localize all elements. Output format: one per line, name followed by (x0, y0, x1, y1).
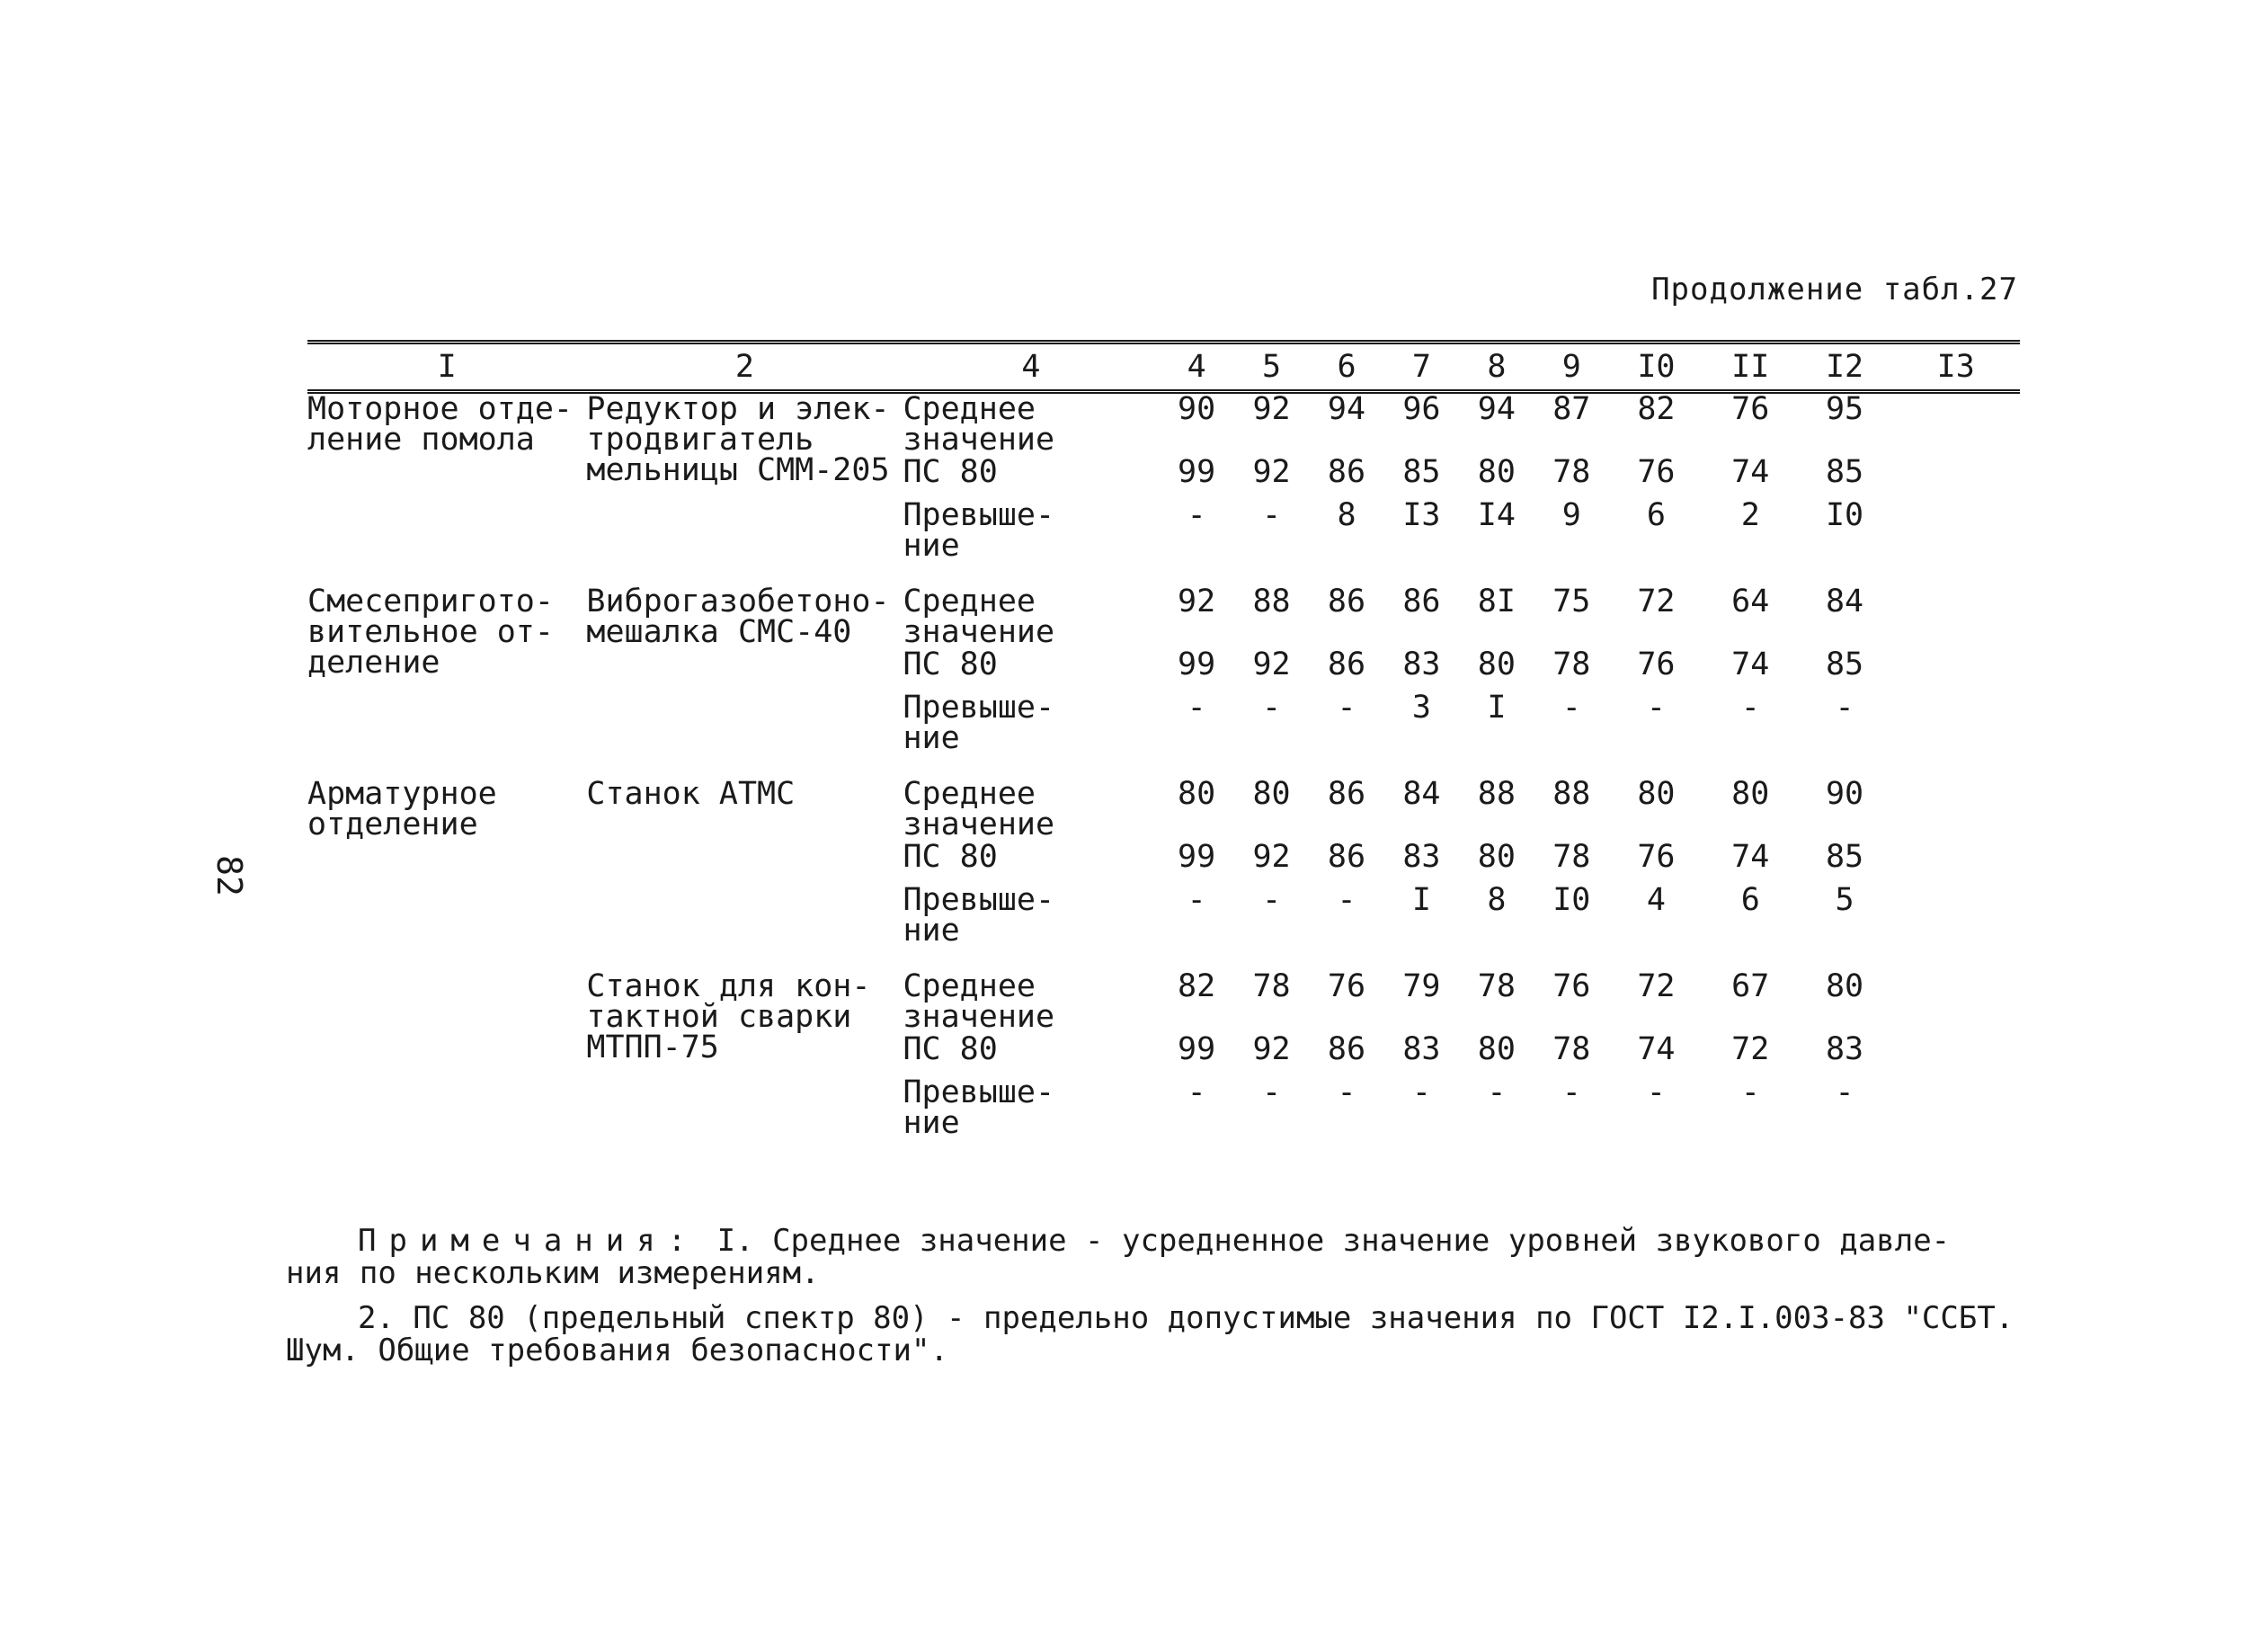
value-cell (1891, 885, 2020, 971)
value-cell: - (1740, 690, 1760, 726)
value-cell: 99 (1178, 646, 1216, 682)
value-cell: - (1835, 690, 1854, 726)
parameter-cell: Среднее значение (903, 776, 1055, 842)
value-cell: 90 (1178, 391, 1216, 427)
value-cell: 9 (1561, 497, 1581, 533)
department-cell: Моторное отде- ление помола (307, 391, 574, 458)
parameter-cell: Среднее значение (903, 968, 1055, 1035)
equipment-cell: Виброгазобетоно- мешалка СМС-40 (586, 584, 890, 650)
value-cell: 88 (1252, 584, 1291, 619)
value-cell: 72 (1637, 968, 1676, 1004)
value-cell: - (1561, 1074, 1581, 1110)
table-row (307, 392, 2020, 458)
value-cell: 79 (1402, 968, 1441, 1004)
value-cell: - (1337, 882, 1356, 918)
value-cell: 83 (1402, 839, 1441, 875)
column-header-2: 2 (586, 343, 903, 392)
noise-level-table (307, 340, 2020, 1163)
value-cell: 85 (1825, 454, 1864, 490)
parameter-cell: ПС 80 (903, 839, 998, 875)
column-header-12: I2 (1798, 343, 1892, 392)
value-cell: 99 (1178, 1031, 1216, 1067)
value-cell: 84 (1825, 584, 1864, 619)
value-cell: 80 (1178, 776, 1216, 812)
department-cell (307, 971, 586, 1163)
table-row (307, 586, 2020, 649)
value-cell: 82 (1637, 391, 1676, 427)
notes-label: Примечания: (358, 1223, 699, 1259)
table-header-row (307, 343, 2020, 392)
value-cell (1891, 1077, 2020, 1163)
value-cell: 80 (1731, 776, 1770, 812)
value-cell (1891, 842, 2020, 885)
value-cell (1891, 457, 2020, 500)
table-continuation-caption: Продолжение табл.27 (1651, 272, 2018, 307)
value-cell: 80 (1637, 776, 1676, 812)
value-cell: - (1187, 1074, 1206, 1110)
value-cell: 86 (1327, 776, 1366, 812)
page-number: 82 (209, 855, 249, 896)
value-cell: I0 (1552, 882, 1591, 918)
value-cell: 86 (1327, 839, 1366, 875)
table-row (307, 971, 2020, 1034)
table-body (307, 392, 2020, 1164)
value-cell: - (1262, 690, 1282, 726)
value-cell: I3 (1402, 497, 1441, 533)
column-header-11: II (1703, 343, 1798, 392)
value-cell: 83 (1402, 1031, 1441, 1067)
value-cell: - (1187, 690, 1206, 726)
column-header-13: I3 (1891, 343, 2020, 392)
value-cell: 78 (1552, 646, 1591, 682)
value-cell (1891, 392, 2020, 458)
column-header-7: 7 (1384, 343, 1459, 392)
value-cell: - (1337, 1074, 1356, 1110)
value-cell: 92 (1252, 454, 1291, 490)
value-cell: 8 (1337, 497, 1356, 533)
value-cell: - (1262, 497, 1282, 533)
value-cell: 76 (1637, 839, 1676, 875)
value-cell: 92 (1252, 1031, 1291, 1067)
value-cell: 80 (1477, 839, 1516, 875)
note-2: 2. ПС 80 (предельный спектр 80) - предельно допустимые значения по ГОСТ I2.I.003-83 "ССБТ. Шум. Общие требования безопасности". (286, 1300, 2015, 1368)
value-cell: 80 (1477, 646, 1516, 682)
column-header-9: 9 (1534, 343, 1609, 392)
value-cell: I0 (1825, 497, 1864, 533)
value-cell: 84 (1402, 776, 1441, 812)
note-1 (286, 1225, 2021, 1289)
value-cell: 86 (1327, 584, 1366, 619)
parameter-cell: ПС 80 (903, 1031, 998, 1067)
value-cell: 90 (1825, 776, 1864, 812)
value-cell: - (1646, 1074, 1666, 1110)
parameter-cell: Превыше- ние (903, 882, 1055, 949)
value-cell: 74 (1731, 454, 1770, 490)
value-cell (1891, 692, 2020, 779)
value-cell: 87 (1552, 391, 1591, 427)
value-cell: 2 (1740, 497, 1760, 533)
value-cell: 86 (1402, 584, 1441, 619)
value-cell: I (1487, 690, 1507, 726)
value-cell: 94 (1477, 391, 1516, 427)
value-cell: - (1262, 1074, 1282, 1110)
value-cell: - (1740, 1074, 1760, 1110)
value-cell (1891, 649, 2020, 692)
value-cell: 92 (1178, 584, 1216, 619)
value-cell: 96 (1402, 391, 1441, 427)
value-cell: 86 (1327, 454, 1366, 490)
value-cell: 88 (1477, 776, 1516, 812)
value-cell (1891, 1034, 2020, 1077)
value-cell: 76 (1637, 646, 1676, 682)
value-cell: - (1187, 882, 1206, 918)
value-cell: - (1487, 1074, 1507, 1110)
value-cell: 99 (1178, 839, 1216, 875)
parameter-cell: ПС 80 (903, 454, 998, 490)
value-cell (1891, 500, 2020, 586)
value-cell: 4 (1646, 882, 1666, 918)
parameter-cell: Среднее значение (903, 584, 1055, 650)
value-cell: 86 (1327, 646, 1366, 682)
value-cell: 80 (1825, 968, 1864, 1004)
parameter-cell: Среднее значение (903, 391, 1055, 458)
value-cell: - (1337, 690, 1356, 726)
column-header-6: 6 (1309, 343, 1383, 392)
value-cell: 83 (1825, 1031, 1864, 1067)
value-cell: 75 (1552, 584, 1591, 619)
value-cell: 76 (1327, 968, 1366, 1004)
value-cell: 80 (1477, 454, 1516, 490)
column-header-10: I0 (1609, 343, 1703, 392)
value-cell: 83 (1402, 646, 1441, 682)
value-cell: 74 (1637, 1031, 1676, 1067)
column-header-3: 4 (903, 343, 1159, 392)
value-cell: 6 (1646, 497, 1666, 533)
value-cell: 99 (1178, 454, 1216, 490)
column-header-4: 4 (1159, 343, 1233, 392)
value-cell: 6 (1740, 882, 1760, 918)
value-cell: 86 (1327, 1031, 1366, 1067)
value-cell: 85 (1402, 454, 1441, 490)
column-header-1: I (307, 343, 586, 392)
equipment-cell: Редуктор и элек- тродвигатель мельницы СММ-205 (586, 391, 890, 488)
value-cell: 88 (1552, 776, 1591, 812)
equipment-cell: Станок АТМС (586, 776, 796, 812)
column-header-5: 5 (1234, 343, 1309, 392)
value-cell: 78 (1552, 454, 1591, 490)
value-cell: 80 (1477, 1031, 1516, 1067)
value-cell: I4 (1477, 497, 1516, 533)
parameter-cell: Превыше- ние (903, 1074, 1055, 1141)
department-cell: Смесеприготo- вительное от- деление (307, 584, 554, 681)
value-cell: 85 (1825, 646, 1864, 682)
value-cell: 94 (1327, 391, 1366, 427)
parameter-cell: Превыше- ние (903, 690, 1055, 756)
value-cell: - (1187, 497, 1206, 533)
value-cell: 67 (1731, 968, 1770, 1004)
value-cell: 8I (1477, 584, 1516, 619)
value-cell: 72 (1637, 584, 1676, 619)
value-cell (1891, 586, 2020, 649)
note-1-text: I. Среднее значение - усредненное значение уровней звукового давле- ния по нескольким измерениям. (286, 1223, 1951, 1291)
value-cell: 78 (1552, 839, 1591, 875)
parameter-cell: ПС 80 (903, 646, 998, 682)
value-cell: 78 (1477, 968, 1516, 1004)
value-cell: 5 (1835, 882, 1854, 918)
value-cell (1891, 779, 2020, 842)
value-cell: 3 (1411, 690, 1431, 726)
value-cell: 92 (1252, 646, 1291, 682)
value-cell: - (1646, 690, 1666, 726)
table-row (307, 779, 2020, 842)
value-cell: - (1561, 690, 1581, 726)
value-cell: 82 (1178, 968, 1216, 1004)
department-cell: Арматурное отделение (307, 776, 497, 842)
value-cell: 78 (1552, 1031, 1591, 1067)
equipment-cell: Станок для кон- тактной сварки МТПП-75 (586, 968, 871, 1065)
value-cell: 8 (1487, 882, 1507, 918)
value-cell: 76 (1731, 391, 1770, 427)
column-header-8: 8 (1459, 343, 1534, 392)
value-cell: 85 (1825, 839, 1864, 875)
value-cell: 74 (1731, 839, 1770, 875)
value-cell: 64 (1731, 584, 1770, 619)
value-cell (1891, 971, 2020, 1034)
value-cell: 95 (1825, 391, 1864, 427)
value-cell: 80 (1252, 776, 1291, 812)
value-cell: 72 (1731, 1031, 1770, 1067)
value-cell: 92 (1252, 839, 1291, 875)
value-cell: 78 (1252, 968, 1291, 1004)
value-cell: 76 (1637, 454, 1676, 490)
parameter-cell: Превыше- ние (903, 497, 1055, 564)
value-cell: - (1835, 1074, 1854, 1110)
notes (286, 1225, 2021, 1367)
value-cell: 74 (1731, 646, 1770, 682)
value-cell: 76 (1552, 968, 1591, 1004)
value-cell: - (1411, 1074, 1431, 1110)
value-cell: - (1262, 882, 1282, 918)
value-cell: I (1411, 882, 1431, 918)
value-cell: 92 (1252, 391, 1291, 427)
